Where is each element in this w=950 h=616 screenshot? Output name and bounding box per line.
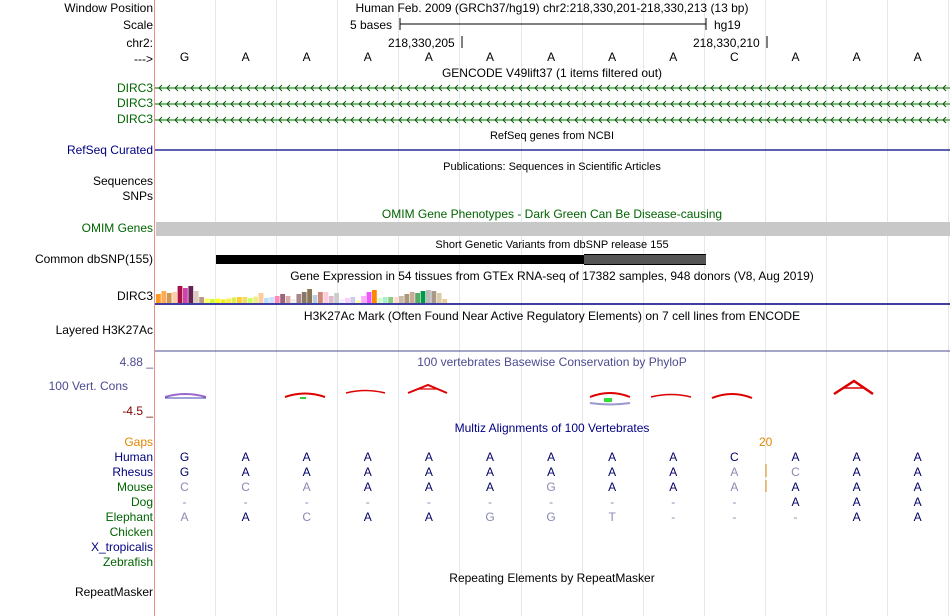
gtex-baseline <box>155 303 950 306</box>
phylop-ymin: -4.5 _ <box>122 404 153 418</box>
reference-base: A <box>302 50 311 64</box>
multiz-aligned-base: A <box>913 480 922 494</box>
multiz-aligned-base: A <box>791 480 800 494</box>
coord-label-2: 218,330,210 <box>693 36 760 50</box>
multiz-aligned-base: - <box>732 510 737 524</box>
assembly-position-title: Human Feb. 2009 (GRCh37/hg19) chr2:218,330,201-218,330,213 (13 bp) <box>355 1 749 15</box>
multiz-species-label[interactable]: Rhesus <box>112 465 153 479</box>
multiz-aligned-base: C <box>241 480 250 494</box>
reference-base: A <box>424 50 433 64</box>
gtex-tissue-bar <box>313 295 318 303</box>
multiz-aligned-base: A <box>424 480 433 494</box>
gtex-tissue-bar <box>156 294 161 303</box>
multiz-aligned-base: C <box>730 450 739 464</box>
multiz-aligned-base: - <box>365 495 370 509</box>
multiz-aligned-base: - <box>671 495 676 509</box>
phylop-ymax: 4.88 _ <box>119 355 153 369</box>
chrom-label: chr2: <box>126 36 153 50</box>
reference-base: A <box>669 50 678 64</box>
multiz-aligned-base: A <box>363 480 372 494</box>
gtex-tissue-bar <box>161 291 166 303</box>
multiz-aligned-base: A <box>791 450 800 464</box>
multiz-species-label[interactable]: Chicken <box>109 525 153 539</box>
gtex-tissue-bar <box>437 293 442 303</box>
gtex-tissue-bar <box>426 290 431 303</box>
multiz-aligned-base: T <box>608 510 616 524</box>
gtex-tissue-bar <box>178 286 183 303</box>
publications-track-title[interactable]: Publications: Sequences in Scientific Articles <box>443 161 661 173</box>
multiz-aligned-base: A <box>730 465 739 479</box>
multiz-aligned-base: - <box>671 510 676 524</box>
gtex-tissue-bar <box>421 291 426 303</box>
scale-label: Scale <box>122 18 153 32</box>
multiz-aligned-base: A <box>791 495 800 509</box>
refseq-gene-line[interactable] <box>155 149 950 153</box>
gencode-row-label[interactable]: DIRC3 <box>116 96 153 110</box>
multiz-insertion-marks <box>0 464 950 494</box>
h3k27ac-baseline <box>155 350 950 353</box>
multiz-aligned-base: A <box>485 480 495 494</box>
dbsnp-track-title[interactable]: Short Genetic Variants from dbSNP release 155 <box>435 239 669 251</box>
multiz-aligned-base: A <box>302 465 311 479</box>
gencode-row-label[interactable]: DIRC3 <box>116 112 153 126</box>
multiz-aligned-base: A <box>363 450 372 464</box>
multiz-aligned-base: A <box>852 510 861 524</box>
refseq-track-title[interactable]: RefSeq genes from NCBI <box>489 130 615 142</box>
gtex-track-title[interactable]: Gene Expression in 54 tissues from GTEx RNA-seq of 17382 samples, 948 donors (V8, Aug 2019) <box>290 269 814 283</box>
multiz-track-title[interactable]: Multiz Alignments of 100 Vertebrates <box>454 421 650 435</box>
scale-bases-text: 5 bases <box>350 18 393 32</box>
phylop-label[interactable]: 100 Vert. Cons <box>48 379 128 393</box>
gtex-tissue-bar <box>296 294 301 303</box>
multiz-aligned-base: A <box>241 510 250 524</box>
repeatmasker-label[interactable]: RepeatMasker <box>74 585 153 599</box>
multiz-aligned-base: G <box>546 480 556 494</box>
multiz-aligned-base: A <box>669 450 678 464</box>
gtex-tissue-bar <box>280 294 285 303</box>
multiz-aligned-base: A <box>730 480 739 494</box>
multiz-aligned-base: A <box>302 480 311 494</box>
gtex-tissue-bar <box>431 291 436 303</box>
multiz-aligned-base: G <box>179 465 190 479</box>
multiz-aligned-base: A <box>608 450 617 464</box>
multiz-species-label[interactable]: Zebrafish <box>102 555 153 569</box>
multiz-aligned-base: A <box>669 465 678 479</box>
omim-gene-bar[interactable] <box>156 222 950 236</box>
reference-base: A <box>363 50 372 64</box>
multiz-species-label[interactable]: X_tropicalis <box>90 540 153 554</box>
reference-base: A <box>241 50 250 64</box>
gtex-tissue-bar <box>399 296 404 303</box>
gap-count: 20 <box>759 435 773 449</box>
gtex-tissue-bar <box>286 296 291 303</box>
gtex-tissue-bar <box>323 292 328 303</box>
multiz-species-label[interactable]: Elephant <box>105 510 153 524</box>
gtex-tissue-bar <box>372 290 377 303</box>
multiz-aligned-base: A <box>547 450 556 464</box>
multiz-aligned-base: A <box>669 480 678 494</box>
multiz-aligned-base: A <box>241 450 250 464</box>
multiz-aligned-base: - <box>182 495 187 509</box>
reference-base: A <box>547 50 556 64</box>
omim-label[interactable]: OMIM Genes <box>81 221 153 235</box>
gencode-transcripts[interactable] <box>155 80 950 130</box>
multiz-species-label[interactable]: Dog <box>130 495 153 509</box>
gtex-tissue-bar <box>318 292 323 303</box>
multiz-aligned-base: C <box>791 465 800 479</box>
multiz-aligned-base: A <box>913 510 922 524</box>
gtex-tissue-bar <box>334 293 339 303</box>
phylop-track-title[interactable]: 100 vertebrates Basewise Conservation by PhyloP <box>417 355 687 369</box>
coord-label-1: 218,330,205 <box>388 36 455 50</box>
pub-sequences-label[interactable]: Sequences <box>92 174 153 188</box>
gtex-tissue-bar <box>307 289 312 303</box>
h3k27ac-track-title[interactable]: H3K27Ac Mark (Often Found Near Active Regulatory Elements) on 7 cell lines from ENCODE <box>303 309 801 323</box>
scale-bar <box>0 0 950 70</box>
gtex-tissue-bar <box>367 292 372 303</box>
gtex-tissue-bar <box>302 292 307 303</box>
scale-db-text: hg19 <box>714 18 741 32</box>
multiz-aligned-base: - <box>549 495 554 509</box>
gtex-tissue-bar <box>188 286 193 303</box>
gtex-tissue-bar <box>172 292 177 303</box>
omim-track-title[interactable]: OMIM Gene Phenotypes - Dark Green Can Be Disease-causing <box>381 207 723 221</box>
multiz-aligned-base: A <box>608 480 617 494</box>
gtex-tissue-bars[interactable] <box>156 283 516 303</box>
multiz-aligned-base: A <box>424 510 433 524</box>
multiz-species-label[interactable]: Human <box>114 450 153 464</box>
gtex-tissue-bar <box>183 288 188 303</box>
gencode-track-title[interactable]: GENCODE V49lift37 (1 items filtered out) <box>441 66 663 80</box>
multiz-aligned-base: - <box>426 495 431 509</box>
gtex-tissue-bar <box>259 293 264 303</box>
refseq-label[interactable]: RefSeq Curated <box>66 143 153 157</box>
multiz-species-label[interactable]: Mouse <box>116 480 153 494</box>
multiz-aligned-base: A <box>547 465 556 479</box>
gtex-gene-label[interactable]: DIRC3 <box>116 289 153 303</box>
multiz-aligned-base: A <box>424 450 433 464</box>
multiz-aligned-base: A <box>363 510 372 524</box>
multiz-aligned-base: A <box>485 465 495 479</box>
multiz-aligned-base: - <box>304 495 309 509</box>
multiz-aligned-base: A <box>485 450 495 464</box>
multiz-aligned-base: A <box>852 450 861 464</box>
multiz-aligned-base: A <box>241 465 250 479</box>
multiz-aligned-base: A <box>424 465 433 479</box>
reference-base: A <box>791 50 800 64</box>
multiz-aligned-base: - <box>793 510 798 524</box>
multiz-aligned-base: - <box>732 495 737 509</box>
multiz-aligned-base: A <box>852 465 861 479</box>
multiz-aligned-base: A <box>180 510 189 524</box>
repeatmasker-track-title[interactable]: Repeating Elements by RepeatMasker <box>449 571 655 585</box>
multiz-aligned-base: G <box>179 450 190 464</box>
gaps-label[interactable]: Gaps <box>124 435 153 449</box>
multiz-aligned-base: - <box>610 495 615 509</box>
reference-base: A <box>608 50 617 64</box>
reference-base: A <box>913 50 922 64</box>
dbsnp-label[interactable]: Common dbSNP(155) <box>34 252 153 266</box>
gencode-row-label[interactable]: DIRC3 <box>116 81 153 95</box>
reference-base: G <box>179 50 190 64</box>
h3k27ac-label[interactable]: Layered H3K27Ac <box>55 323 153 337</box>
strand-label: ---> <box>134 52 153 66</box>
gtex-tissue-bar <box>194 291 199 303</box>
multiz-aligned-base: A <box>852 480 861 494</box>
reference-base: A <box>485 50 495 64</box>
multiz-aligned-base: A <box>913 465 922 479</box>
dbsnp-variant-bar-2[interactable] <box>584 254 706 265</box>
dbsnp-variant-bar[interactable] <box>216 255 584 264</box>
gtex-tissue-bar <box>329 296 334 303</box>
multiz-aligned-base: A <box>608 465 617 479</box>
multiz-aligned-base: - <box>488 495 492 509</box>
multiz-aligned-base: A <box>363 465 372 479</box>
multiz-aligned-base: G <box>546 510 556 524</box>
phylop-conservation-glyphs[interactable] <box>0 375 950 410</box>
multiz-aligned-base: - <box>243 495 248 509</box>
window-position-label: Window Position <box>64 1 153 15</box>
gtex-tissue-bar <box>410 292 415 303</box>
multiz-aligned-base: A <box>852 495 861 509</box>
multiz-aligned-base: C <box>180 480 189 494</box>
gtex-tissue-bar <box>167 293 172 303</box>
pub-snps-label[interactable]: SNPs <box>122 189 153 203</box>
multiz-aligned-base: A <box>913 495 922 509</box>
reference-base: A <box>852 50 861 64</box>
reference-base: C <box>730 50 739 64</box>
gtex-tissue-bar <box>404 294 409 303</box>
gtex-tissue-bar <box>415 293 420 303</box>
multiz-aligned-base: G <box>485 510 495 524</box>
multiz-aligned-base: A <box>913 450 922 464</box>
gtex-tissue-bar <box>361 296 366 303</box>
multiz-aligned-base: A <box>302 450 311 464</box>
gtex-tissue-bar <box>275 296 280 303</box>
multiz-aligned-base: C <box>302 510 312 524</box>
